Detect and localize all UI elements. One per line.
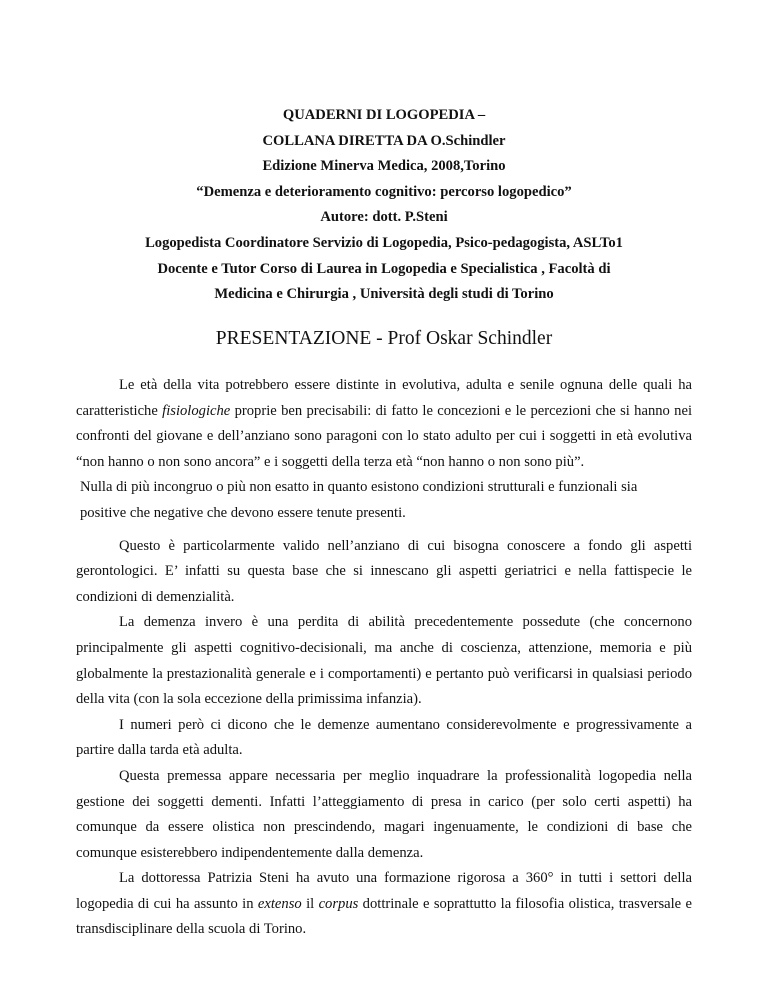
paragraph-7-italic-2: corpus — [318, 895, 359, 912]
paragraph-1-text-a: Le età della vita potrebbero essere distinte in evolutiva, adulta e senile ognuna delle quali ha caratteristiche — [76, 377, 692, 419]
author-affiliation-line1: Docente e Tutor Corso di Laurea in Logopedia e Specialistica , Facoltà di — [157, 260, 611, 277]
paragraph-4: La demenza invero è una perdita di abilità precedentemente possedute (che concernono principalmente gli aspetti cognitivo-decisionali, ma anche di coscienza, attenzione, memoria e più globalmente la prestazionalità generale e i comportamenti) e pertanto può verificarsi in qualsiasi periodo della vita (con la sola eccezione della primissima infanzia). — [76, 614, 692, 708]
presentation-heading: PRESENTAZIONE - Prof Oskar Schindler — [215, 328, 553, 349]
paragraph-6: Questa premessa appare necessaria per meglio inquadrare la professionalità logopedia nella gestione dei soggetti dementi. Infatti l’atteggiamento di presa in carico (per solo certi aspetti) ha comunque da essere olistica non prescindendo, magari ingenuamente, le condizioni di base che comunque esisterebbero indipendentemente dalla demenza. — [76, 767, 692, 861]
paragraph-1-italic: fisiologiche — [162, 402, 231, 419]
paragraph-7-text-a: La dottoressa Patrizia Steni ha avuto una formazione rigorosa a 360° in tutti i settori della logopedia di cui ha assunto in — [76, 870, 692, 912]
paragraph-5: I numeri però ci dicono che le demenze aumentano considerevolmente e progressivamente a partire dalla tarda età adulta. — [76, 716, 692, 759]
paragraph-7-text-b: il — [301, 895, 319, 912]
author-affiliation-line2: Medicina e Chirurgia , Università degli studi di Torino — [214, 286, 554, 303]
paragraph-1 — [76, 373, 692, 475]
paragraph-7 — [76, 866, 692, 943]
book-title: “Demenza e deterioramento cognitivo: percorso logopedico” — [196, 183, 572, 200]
paragraph-7-text-c: dottrinale e soprattutto la filosofia olistica, trasversale e transdisciplinare della scuola di Torino. — [76, 895, 692, 938]
paragraph-3: Questo è particolarmente valido nell’anziano di cui bisogna conoscere a fondo gli aspetti gerontologici. E’ infatti su questa base che si innescano gli aspetti geriatrici e nella fattispecie le condizioni di demenzialità. — [76, 537, 692, 605]
author-line: Autore: dott. P.Steni — [320, 209, 448, 226]
paragraph-7-italic-1: extenso — [257, 895, 302, 912]
publisher-line: Edizione Minerva Medica, 2008,Torino — [262, 158, 506, 175]
series-title: QUADERNI DI LOGOPEDIA – — [282, 107, 486, 123]
paragraph-2-line-2: positive che negative che devono essere tenute presenti. — [80, 504, 406, 521]
paragraph-2-line-1: Nulla di più incongruo o più non esatto in quanto esistono condizioni strutturali e funzionali sia — [80, 479, 638, 496]
series-director: COLLANA DIRETTA DA O.Schindler — [262, 132, 506, 149]
paragraph-1-text-b: proprie ben precisabili: di fatto le concezioni e le percezioni che si hanno nei confronti del giovane e dell’anziano sono paragoni con lo stato adulto per cui i soggetti in età evolutiva “non hanno o non sono ancora” e i soggetti della terza età “non hanno o non sono più”. — [76, 402, 692, 470]
author-role-line: Logopedista Coordinatore Servizio di Logopedia, Psico-pedagogista, ASLTo1 — [145, 234, 623, 251]
document-header — [76, 103, 692, 308]
body-text — [76, 373, 692, 943]
